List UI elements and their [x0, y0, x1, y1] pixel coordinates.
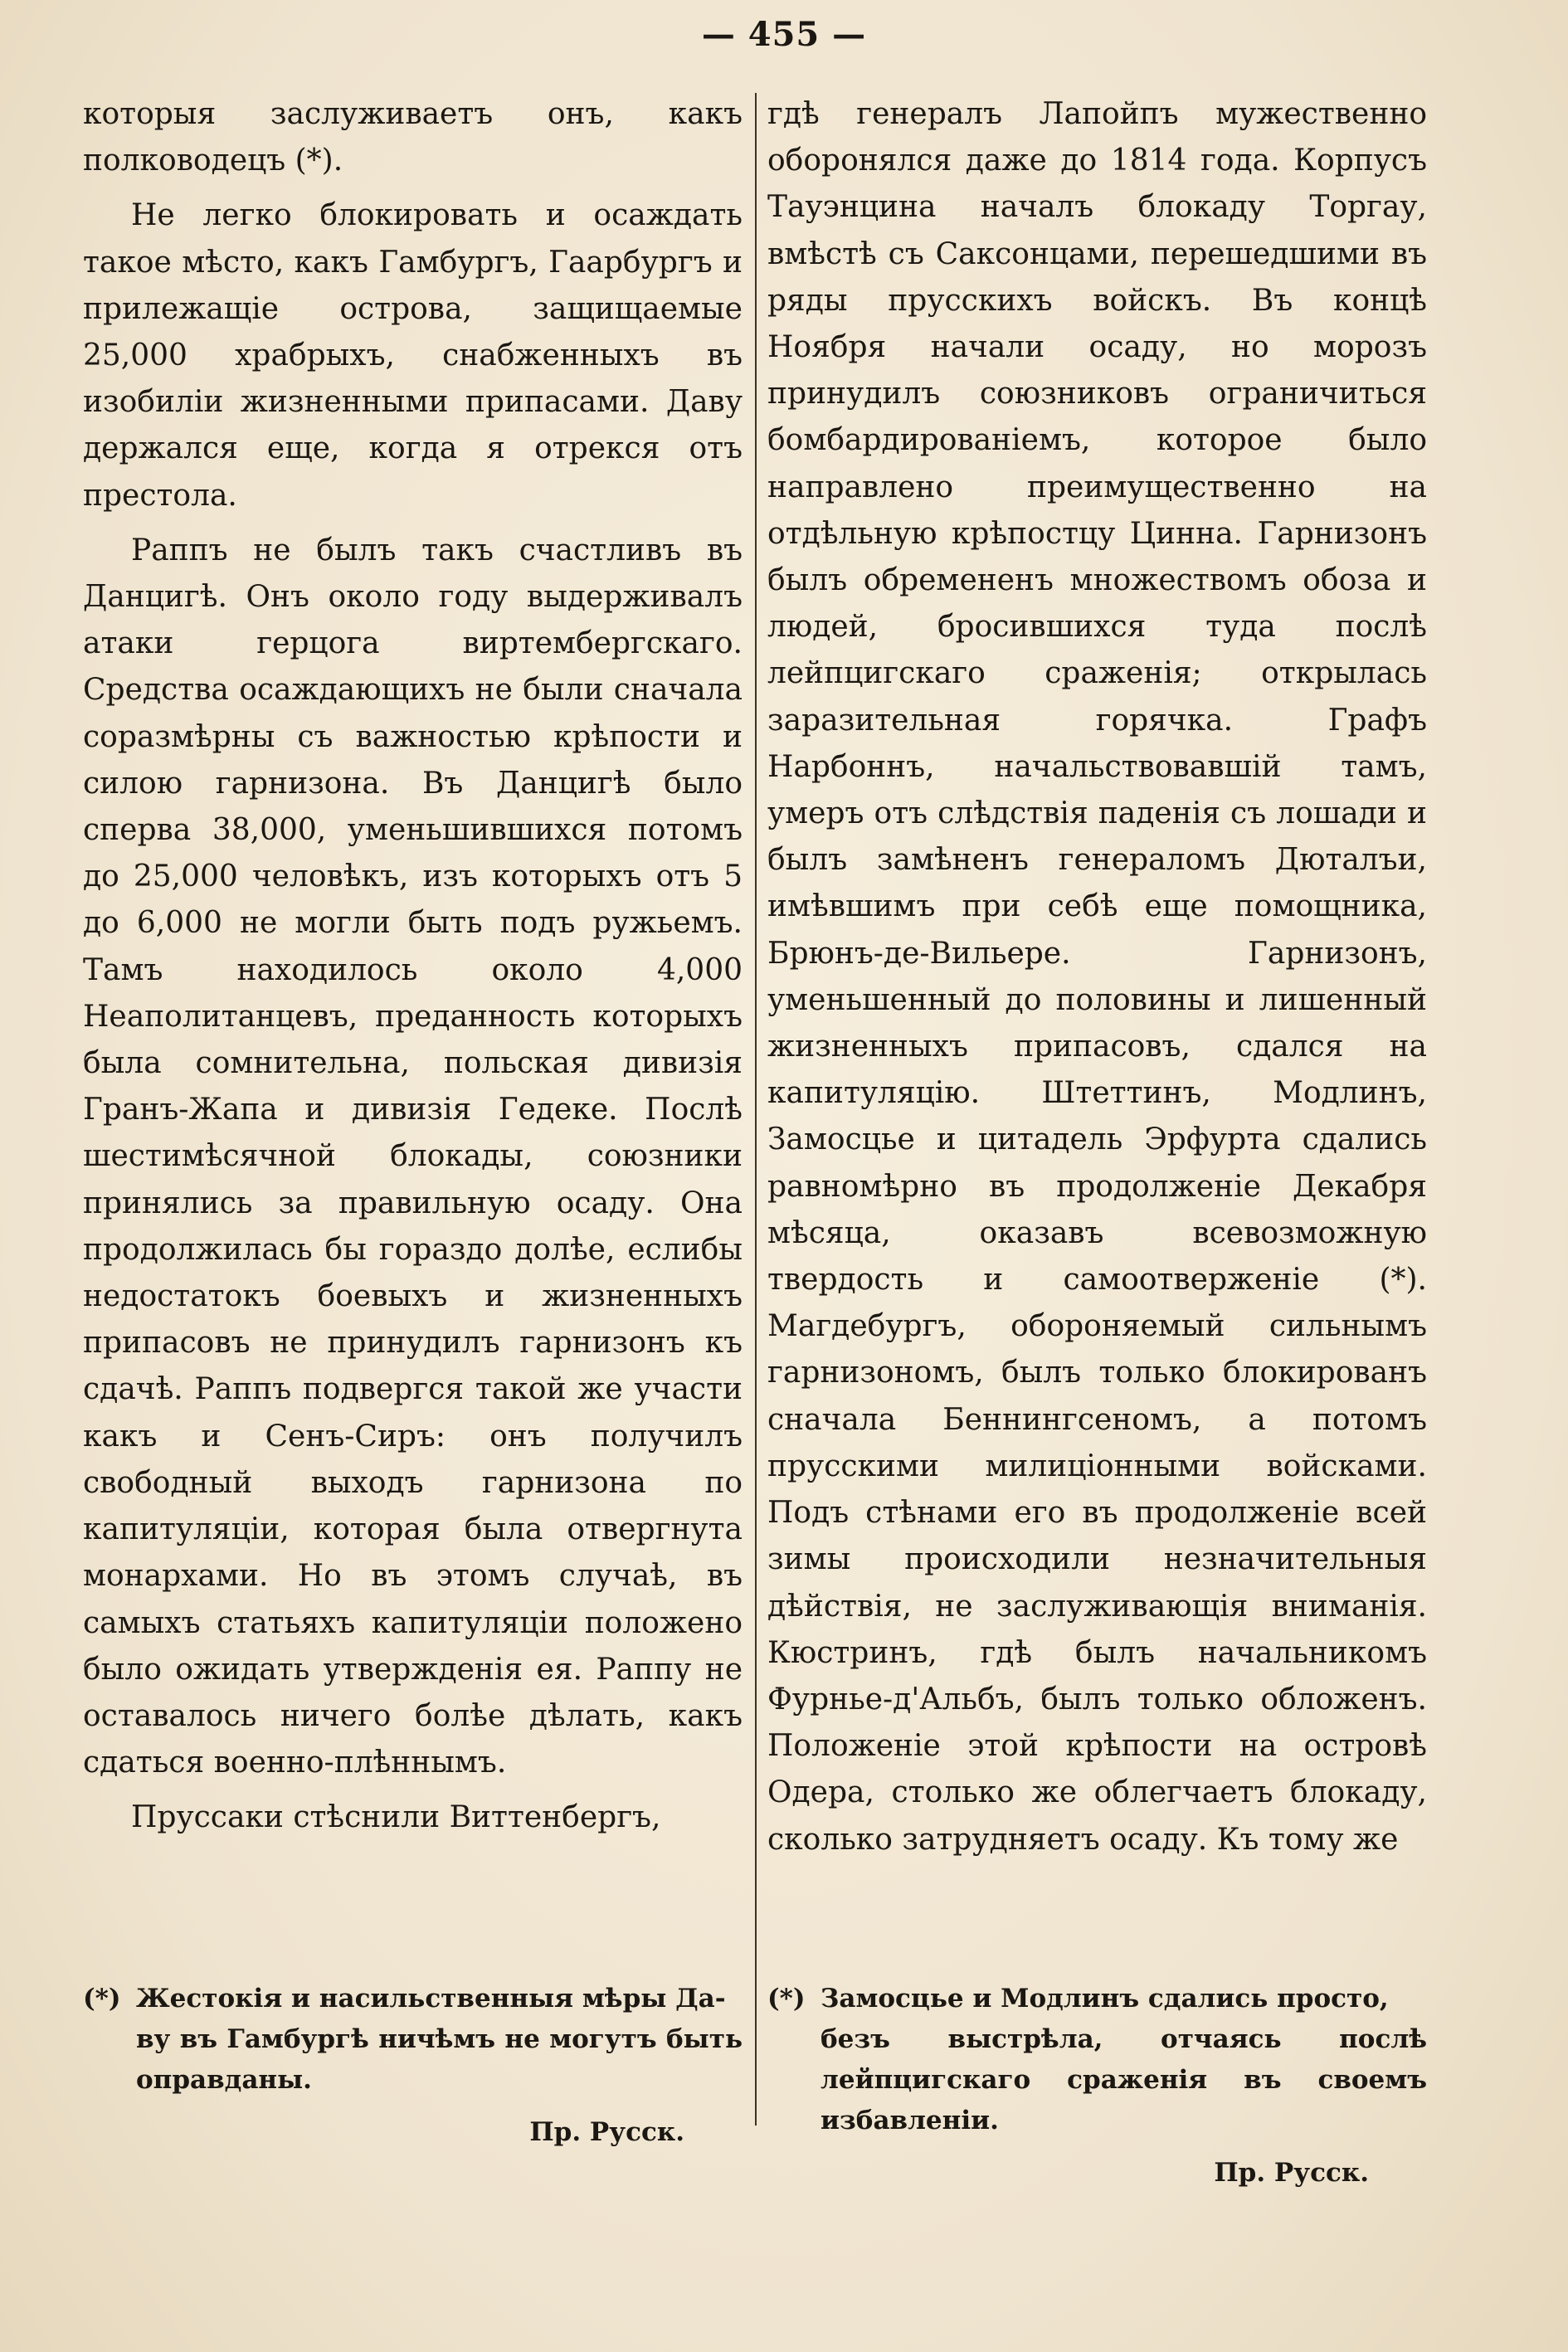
footnote-right-first-line	[767, 1979, 1427, 2019]
footnote-mark: (*)	[83, 1984, 121, 2014]
right-column-text: гдѣ генералъ Лапойпъ мужественно оборонялся даже до 1814 года. Корпусъ Тауэнцина началъ блокаду Торгау, вмѣстѣ съ Саксонцами, перешедшими въ ряды прусскихъ войскъ. Въ концѣ Ноября начали осаду, но морозъ принудилъ союзниковъ ограничиться бомбардированіемъ, которое было направлено преимущественно на отдѣльную крѣпостцу Цинна. Гарнизонъ былъ обремененъ множествомъ обоза и людей, бросившихся туда послѣ лейпцигскаго сраженія; открылась заразительная горячка. Графъ Нарбоннъ, начальствовавшій тамъ, умеръ отъ слѣдствія паденія съ лошади и былъ замѣненъ генераломъ Дюталъи, имѣвшимъ при себѣ еще помощника, Брюнъ-де-Вильере. Гарнизонъ, уменьшенный до половины и лишенный жизненныхъ припасовъ, сдался на капитуляцію. Штеттинъ, Модлинъ, Замосцье и цитадель Эрфурта сдались равномѣрно въ продолженіе Декабря мѣсяца, оказавъ всевозможную твердость и самоотверженіе (*). Магдебургъ, обороняемый сильнымъ гарнизономъ, былъ только блокированъ сначала Беннингсеномъ, а потомъ прусскими милиціонными войсками. Подъ стѣнами его въ продолженіе всей зимы происходили незначительныя дѣйствія, не заслуживающія вниманія. Кюстринъ, гдѣ былъ начальникомъ Фурнье-д'Альбъ, былъ только обложенъ. Положеніе этой крѣпости на островѣ Одера, столько же облегчаетъ блокаду, сколько затрудняетъ осаду. Къ тому же	[767, 97, 1427, 1857]
page-number: — 455 —	[701, 15, 867, 54]
footnote-left	[83, 1979, 743, 2153]
left-paragraph-danzig: Раппъ не былъ такъ счастливъ въ Данцигѣ. Онъ около году выдерживалъ атаки герцога виртембергскаго. Средства осаждающихъ не были сначала соразмѣрны съ важностью крѣпости и силою гарнизона. Въ Данцигѣ было сперва 38,000, уменьшившихся потомъ до 25,000 человѣкъ, изъ которыхъ отъ 5 до 6,000 не могли быть подъ ружьемъ. Тамъ находилось около 4,000 Неаполитанцевъ, преданность которыхъ была сомнительна, польская дивизія Гранъ-Жапа и дивизія Гедеке. Послѣ шестимѣсячной блокады, союзники принялись за правильную осаду. Она продолжилась бы гораздо долѣе, еслибы недостатокъ боевыхъ и жизненныхъ припасовъ не принудилъ гарнизонъ къ сдачѣ. Раппъ подвергся такой же участи какъ и Сенъ-Сиръ: онъ получилъ свободный выходъ гарнизона по капитуляціи, которая была отвергнута монархами. Но въ этомъ случаѣ, въ самыхъ статьяхъ капитуляціи положено было ожидать утвержденія ея. Раппу не оставалось ничего болѣе дѣлать, какъ сдаться военно-плѣннымъ.	[83, 533, 743, 1780]
footnote-right-text-start: Замосцье и Модлинъ сдались просто,	[821, 1984, 1389, 2014]
left-column	[83, 91, 743, 1842]
left-paragraph-hamburg: Не легко блокировать и осаждать такое мѣсто, какъ Гамбургъ, Гаарбургъ и прилежащіе острова, защищаемые 25,000 храбрыхъ, снабженныхъ въ изобиліи жизненными припасами. Даву держался еще, когда я отрекся отъ престола.	[83, 198, 743, 513]
footnote-left-first-line	[83, 1979, 743, 2019]
footnote-left-source: Пр. Русск.	[529, 2117, 684, 2147]
footnote-mark: (*)	[767, 1984, 806, 2014]
column-divider	[755, 93, 757, 2126]
right-column	[767, 91, 1427, 1863]
footnote-right	[767, 1979, 1427, 2194]
footnote-left-text-rest: ву въ Гамбургѣ ничѣмъ не могутъ быть оправданы.	[136, 2024, 743, 2095]
footnote-right-text-rest: безъ выстрѣла, отчаясь послѣ лейпцигскаго сраженія въ своемъ избавленіи.	[821, 2024, 1427, 2135]
footnote-right-source: Пр. Русск.	[1214, 2158, 1369, 2188]
footnote-left-text-start: Жестокія и насильственныя мѣры Да-	[136, 1984, 726, 2014]
left-column-opening-text: которыя заслуживаетъ онъ, какъ полководецъ (*).	[83, 97, 743, 178]
left-paragraph-prussians: Пруссаки стѣснили Виттенбергъ,	[131, 1800, 661, 1835]
